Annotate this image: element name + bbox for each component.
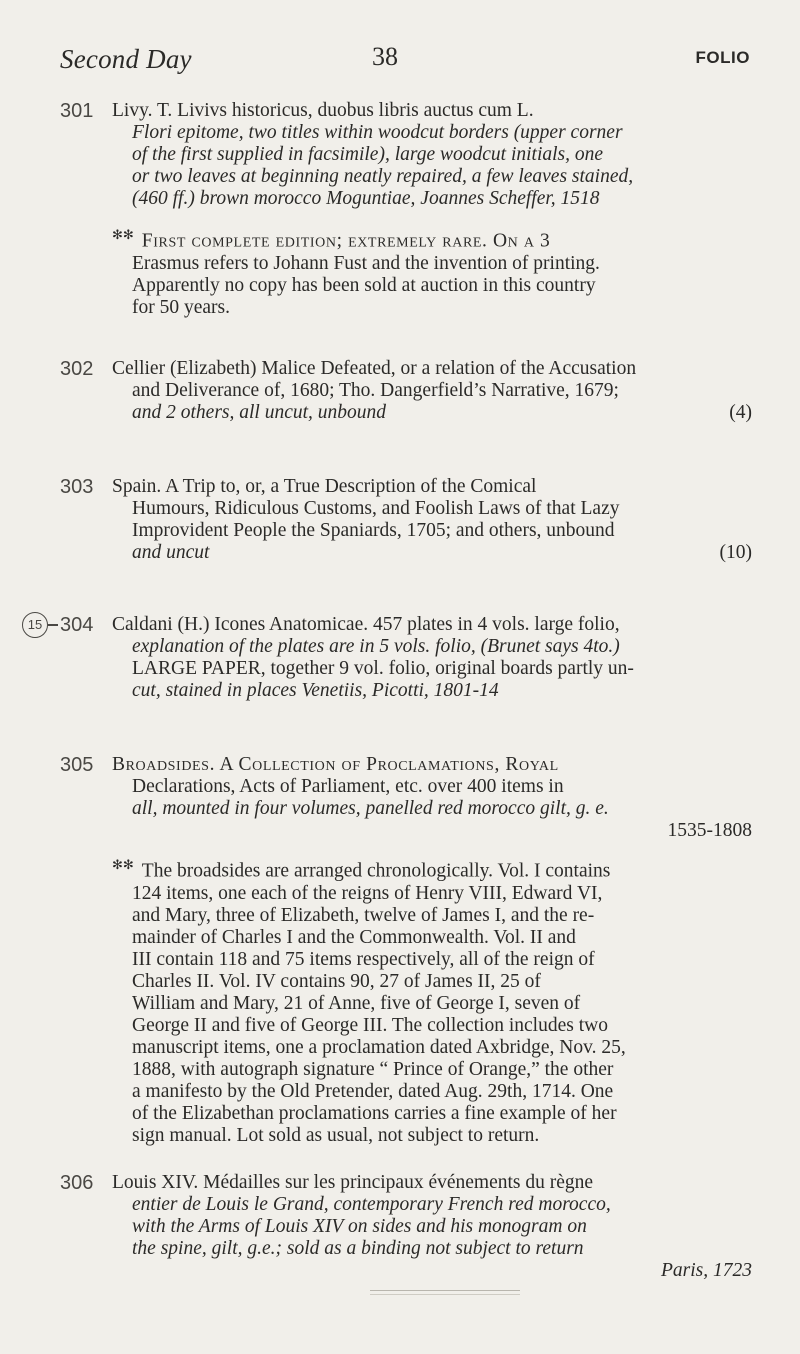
lot-line: Cellier (Elizabeth) Malice Defeated, or a relation of the Accusation <box>112 358 637 379</box>
lot-note-line: Erasmus refers to Johann Fust and the invention of printing. <box>132 252 600 274</box>
end-rule <box>370 1290 520 1291</box>
lot-line: Declarations, Acts of Parliament, etc. over 400 items in <box>132 776 564 797</box>
lot-line: and 2 others, all uncut, unbound (4) <box>132 402 752 423</box>
lot-line: Humours, Ridiculous Customs, and Foolish Laws of that Lazy <box>132 498 620 519</box>
lot-line: Improvident People the Spaniards, 1705; and others, unbound <box>132 520 615 541</box>
lot-note-line: ✻✻ First complete edition; extremely rare. On a 3 <box>112 227 551 252</box>
lot-description <box>112 754 752 842</box>
lot-note-line: William and Mary, 21 of Anne, five of George I, seven of <box>132 992 581 1014</box>
lot-description <box>112 358 752 424</box>
lot-line: Louis XIV. Médailles sur les principaux événements du règne <box>112 1172 594 1193</box>
lot-line: Caldani (H.) Icones Anatomicae. 457 plates in 4 vols. large folio, <box>112 614 620 635</box>
lot-number: 302 <box>60 358 94 380</box>
handwritten-dash <box>48 624 58 626</box>
item-count: (10) <box>719 542 752 563</box>
lot-note-line: Charles II. Vol. IV contains 90, 27 of James II, 25 of <box>132 970 541 992</box>
lot-note-line: of the Elizabethan proclamations carries a fine example of her <box>132 1102 617 1124</box>
lot-description <box>112 100 752 210</box>
lot-note-line: III contain 118 and 75 items respectively, all of the reign of <box>132 948 595 970</box>
lot-number: 303 <box>60 476 94 498</box>
lot-number: 306 <box>60 1172 94 1194</box>
lot-imprint: Paris, 1723 <box>660 1260 752 1281</box>
lot-number: 304 <box>60 614 94 636</box>
handwritten-circle-mark: 15 <box>22 612 48 638</box>
lot-note-line: George II and five of George III. The collection includes two <box>132 1014 608 1036</box>
lot-line: Flori epitome, two titles within woodcut borders (upper corner <box>132 122 623 143</box>
lot-line: Livy. T. Livivs historicus, duobus libris auctus cum L. <box>112 100 534 121</box>
lot-line: and uncut (10) <box>132 542 752 563</box>
lot-note-line: Apparently no copy has been sold at auction in this country <box>132 274 596 296</box>
lot-line: cut, stained in places Venetiis, Picotti, 1801-14 <box>132 680 499 701</box>
lot-note <box>112 224 752 319</box>
lot-line: with the Arms of Louis XIV on sides and his monogram on <box>132 1216 587 1237</box>
lot-date: 1535-1808 <box>667 820 752 841</box>
lot-description <box>112 1172 752 1282</box>
lot-note-line: 1888, with autograph signature “ Prince of Orange,” the other <box>132 1058 614 1080</box>
page-number: 38 <box>372 42 398 71</box>
lot-number: 305 <box>60 754 94 776</box>
lot-line: the spine, gilt, g.e.; sold as a binding not subject to return <box>132 1238 584 1259</box>
lot-note-line: ✻✻ The broadsides are arranged chronologically. Vol. I contains <box>112 857 611 882</box>
lot-line: entier de Louis le Grand, contemporary French red morocco, <box>132 1194 611 1215</box>
lot-line: and Deliverance of, 1680; Tho. Dangerfield’s Narrative, 1679; <box>132 380 619 401</box>
lot-line: LARGE PAPER, together 9 vol. folio, original boards partly un- <box>132 658 634 679</box>
lot-note-line: and Mary, three of Elizabeth, twelve of James I, and the re- <box>132 904 595 926</box>
item-count: (4) <box>729 402 752 423</box>
lot-number: 301 <box>60 100 94 122</box>
asterism-icon: ✻✻ <box>112 227 134 242</box>
lot-line: all, mounted in four volumes, panelled red morocco gilt, g. e. <box>132 798 609 819</box>
lot-note-line: manuscript items, one a proclamation dated Axbridge, Nov. 25, <box>132 1036 626 1058</box>
running-head-format: FOLIO <box>695 48 750 67</box>
lot-note-line: mainder of Charles I and the Commonwealth. Vol. II and <box>132 926 576 948</box>
lot-note-line: a manifesto by the Old Pretender, dated Aug. 29th, 1714. One <box>132 1080 614 1102</box>
lot-line: explanation of the plates are in 5 vols. folio, (Brunet says 4to.) <box>132 636 620 657</box>
lot-description <box>112 614 752 702</box>
lot-line: of the first supplied in facsimile), large woodcut initials, one <box>132 144 604 165</box>
lot-line: (460 ff.) brown morocco Moguntiae, Joannes Scheffer, 1518 <box>132 188 600 209</box>
running-head <box>60 44 750 80</box>
lot-note-line: sign manual. Lot sold as usual, not subject to return. <box>132 1124 540 1146</box>
lot-note-line: 124 items, one each of the reigns of Henry VIII, Edward VI, <box>132 882 603 904</box>
lot-line: or two leaves at beginning neatly repaired, a few leaves stained, <box>132 166 634 187</box>
lot-note-line: for 50 years. <box>132 296 231 318</box>
running-head-day: Second Day <box>60 44 192 74</box>
lot-description <box>112 476 752 564</box>
lot-line: Broadsides. A Collection of Proclamations, Royal <box>112 754 559 775</box>
lot-line: Spain. A Trip to, or, a True Description of the Comical <box>112 476 537 497</box>
lot-note <box>112 854 752 1147</box>
end-rule <box>370 1294 520 1295</box>
asterism-icon: ✻✻ <box>112 857 134 872</box>
